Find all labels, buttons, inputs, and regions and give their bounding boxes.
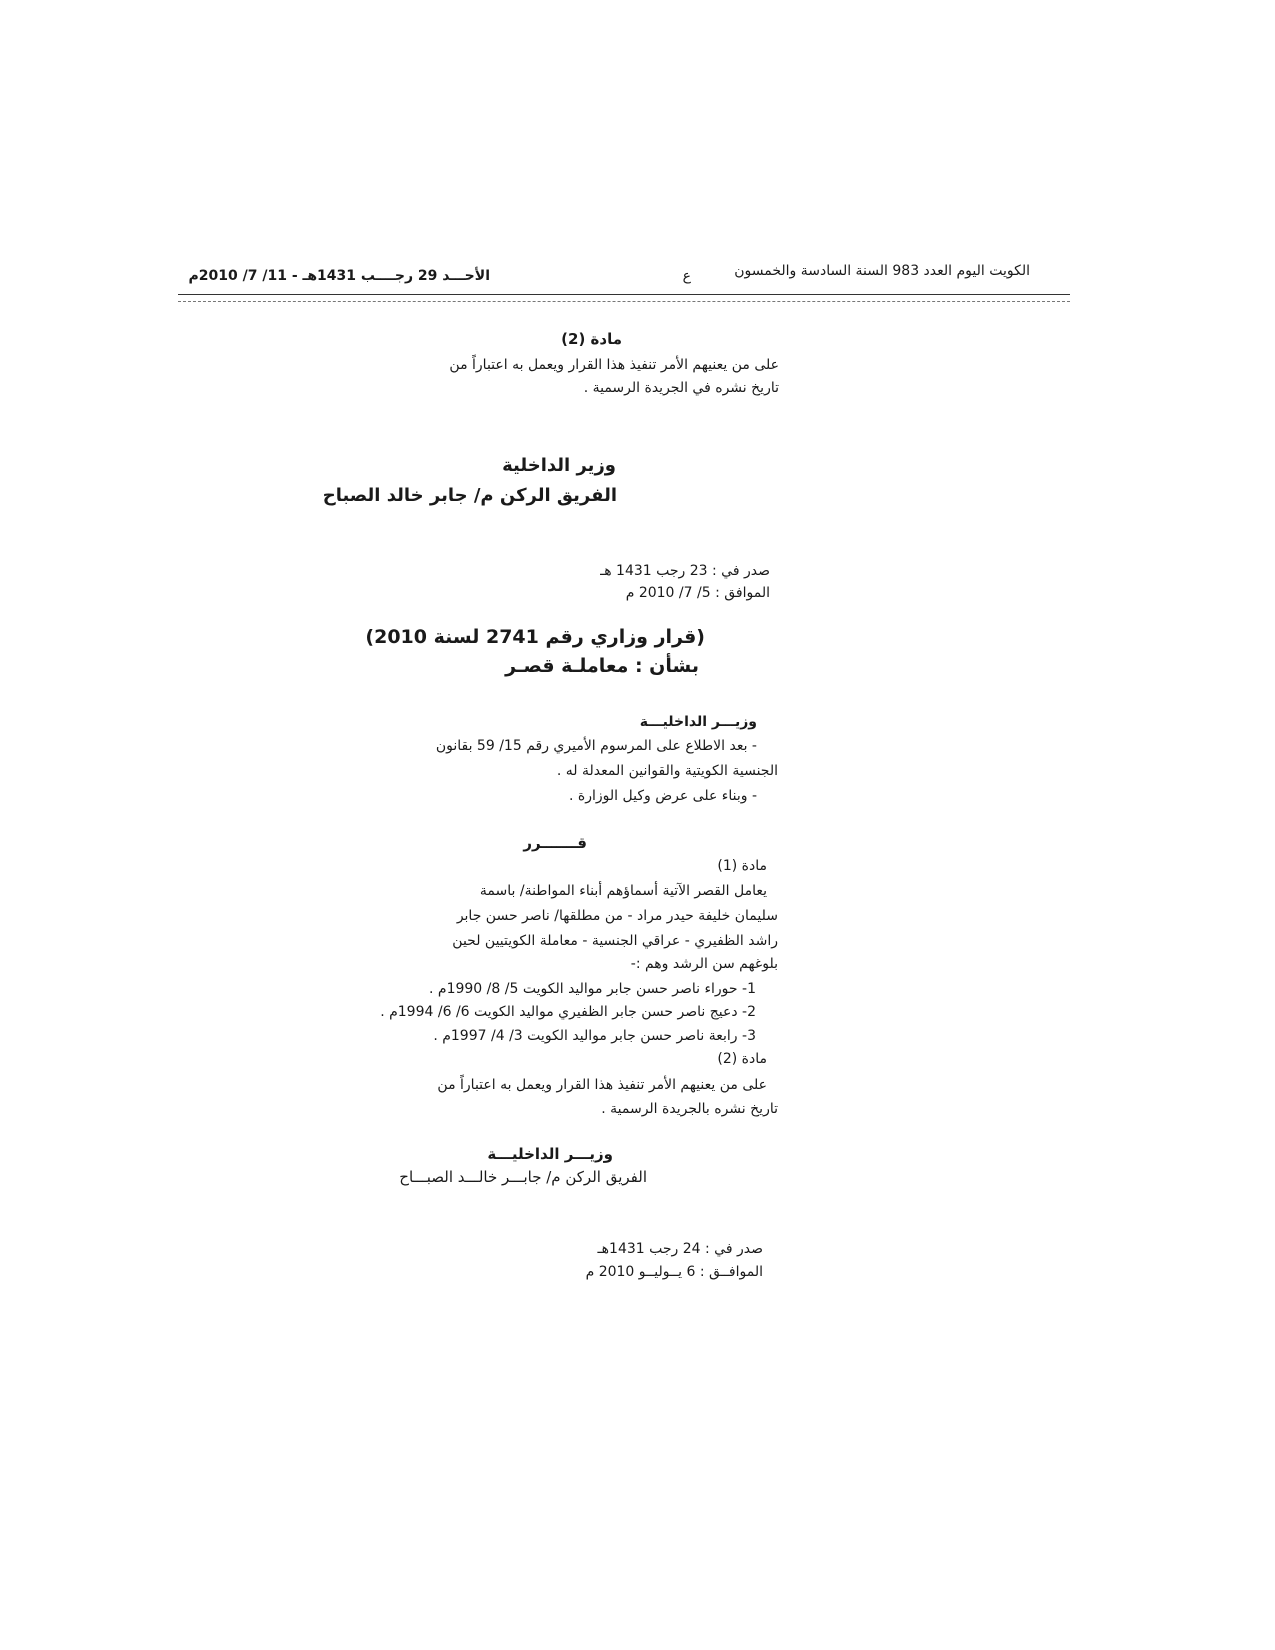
header-page-marker: ع bbox=[682, 268, 691, 284]
minor-item-2: 2- دعيج ناصر حسن جابر الظفيري مواليد الكويت 6/ 6/ 1994م . bbox=[380, 1004, 756, 1020]
prev-article-title: مادة (2) bbox=[561, 330, 622, 348]
prev-issued-date: صدر في : 23 رجب 1431 هـ bbox=[600, 563, 770, 579]
article1-line-1: يعامل القصر الآتية أسماؤهم أبناء المواطنة/ باسمة bbox=[479, 883, 767, 899]
prev-article-text-1: على من يعنيهم الأمر تنفيذ هذا القرار ويعمل به اعتباراً من bbox=[449, 357, 779, 373]
minor-item-3: 3- رابعة ناصر حسن جابر مواليد الكويت 3/ 4/ 1997م . bbox=[433, 1028, 756, 1044]
prev-article-text-2: تاريخ نشره في الجريدة الرسمية . bbox=[583, 380, 779, 396]
header-rule bbox=[178, 294, 1070, 295]
decree-corresponding-date: الموافــق : 6 يــوليــو 2010 م bbox=[585, 1264, 763, 1280]
decided-heading: قـــــــرر bbox=[523, 834, 587, 852]
article1-line-2: سليمان خليفة حيدر مراد - من مطلقها/ ناصر حسن جابر bbox=[456, 908, 778, 924]
header-date: الأحـــد 29 رجــــب 1431هـ - 11/ 7/ 2010م bbox=[188, 268, 490, 284]
article1-title: مادة (1) bbox=[717, 858, 767, 874]
decree-title: (قرار وزاري رقم 2741 لسنة 2010) bbox=[365, 626, 705, 648]
article2-title: مادة (2) bbox=[717, 1051, 767, 1067]
article1-line-3: راشد الظفيري - عراقي الجنسية - معاملة الكويتيين لحين bbox=[452, 933, 778, 949]
article1-line-4: بلوغهم سن الرشد وهم :- bbox=[630, 956, 778, 972]
decree-minister-heading: وزيـــر الداخليـــة bbox=[639, 714, 757, 730]
decree-minister-name: الفريق الركن م/ جابـــر خالـــد الصبـــاح bbox=[399, 1168, 647, 1186]
article2-line-1: على من يعنيهم الأمر تنفيذ هذا القرار ويعمل به اعتباراً من bbox=[437, 1077, 767, 1093]
minor-item-1: 1- حوراء ناصر حسن جابر مواليد الكويت 5/ 8/ 1990م . bbox=[429, 981, 756, 997]
decree-minister-title: وزيـــر الداخليـــة bbox=[487, 1145, 613, 1163]
header-rule-secondary bbox=[178, 301, 1070, 302]
decree-issued-date: صدر في : 24 رجب 1431هـ bbox=[597, 1241, 763, 1257]
preamble-line-1: - بعد الاطلاع على المرسوم الأميري رقم 15/ 59 بقانون bbox=[435, 738, 757, 754]
decree-subject: بشأن : معاملـة قصـر bbox=[505, 655, 699, 677]
prev-corresponding-date: الموافق : 5/ 7/ 2010 م bbox=[625, 585, 770, 601]
header-issue-info: الكويت اليوم العدد 983 السنة السادسة والخمسون bbox=[734, 263, 1030, 279]
prev-minister-title: وزير الداخلية bbox=[502, 455, 616, 476]
preamble-line-2: الجنسية الكويتية والقوانين المعدلة له . bbox=[556, 763, 778, 779]
preamble-line-3: - وبناء على عرض وكيل الوزارة . bbox=[569, 788, 757, 804]
prev-minister-name: الفريق الركن م/ جابر خالد الصباح bbox=[322, 485, 617, 506]
article2-line-2: تاريخ نشره بالجريدة الرسمية . bbox=[601, 1101, 778, 1117]
